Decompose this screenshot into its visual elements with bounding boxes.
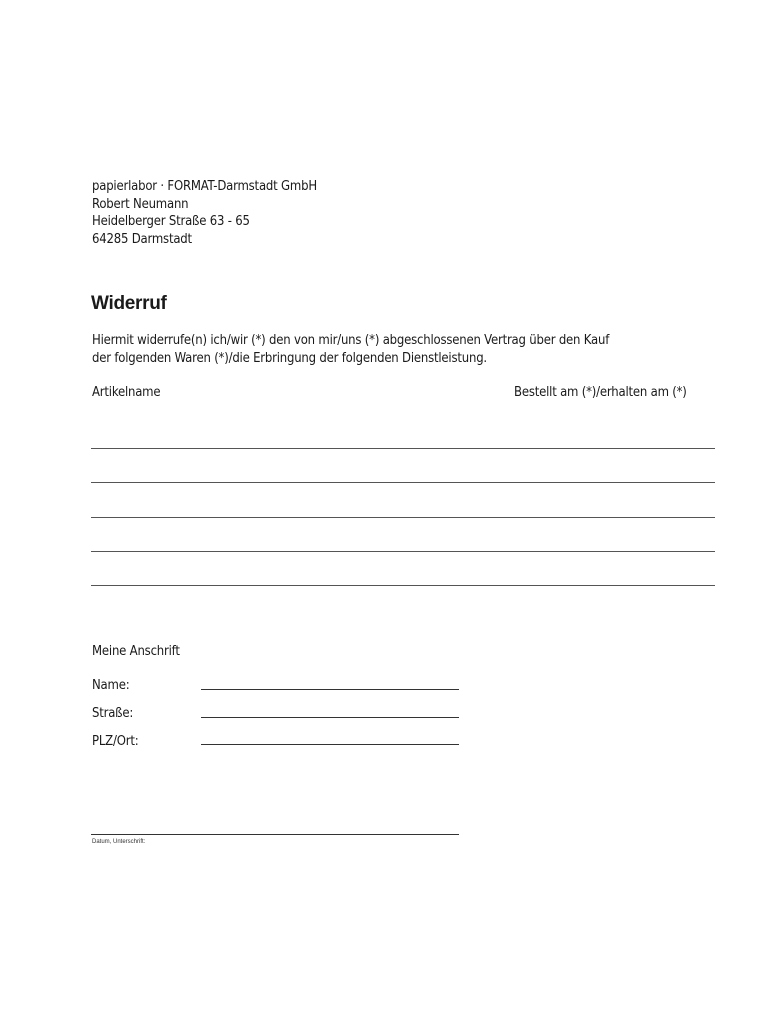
name-label: Name: (92, 678, 130, 693)
name-field-line[interactable] (201, 689, 459, 690)
street-field-line[interactable] (201, 717, 459, 718)
article-entry-line-5[interactable] (91, 585, 715, 586)
column-header-article: Artikelname (92, 385, 161, 400)
signature-line[interactable] (91, 834, 459, 835)
city-label: PLZ/Ort: (92, 734, 139, 749)
intro-line-2: der folgenden Waren (*)/die Erbringung der folgenden Dienstleistung. (92, 350, 487, 366)
article-entry-line-3[interactable] (91, 517, 715, 518)
sender-company: papierlabor · FORMAT-Darmstadt GmbH (92, 179, 317, 194)
street-label: Straße: (92, 706, 134, 721)
city-field-line[interactable] (201, 744, 459, 745)
column-header-dates: Bestellt am (*)/erhalten am (*) (514, 385, 687, 400)
sender-street: Heidelberger Straße 63 - 65 (92, 214, 250, 229)
article-entry-line-4[interactable] (91, 551, 715, 552)
article-entry-line-2[interactable] (91, 482, 715, 483)
page-title: Widerruf (91, 293, 167, 314)
address-section-heading: Meine Anschrift (92, 644, 180, 659)
sender-contact: Robert Neumann (92, 196, 189, 212)
signature-label: Datum, Unterschrift: (92, 839, 146, 845)
article-entry-line-1[interactable] (91, 448, 715, 449)
intro-text (92, 332, 609, 367)
sender-city: 64285 Darmstadt (92, 231, 192, 247)
intro-line-1: Hiermit widerrufe(n) ich/wir (*) den von mir/uns (*) abgeschlossenen Vertrag über den Kauf (92, 333, 610, 348)
sender-address (92, 178, 317, 248)
